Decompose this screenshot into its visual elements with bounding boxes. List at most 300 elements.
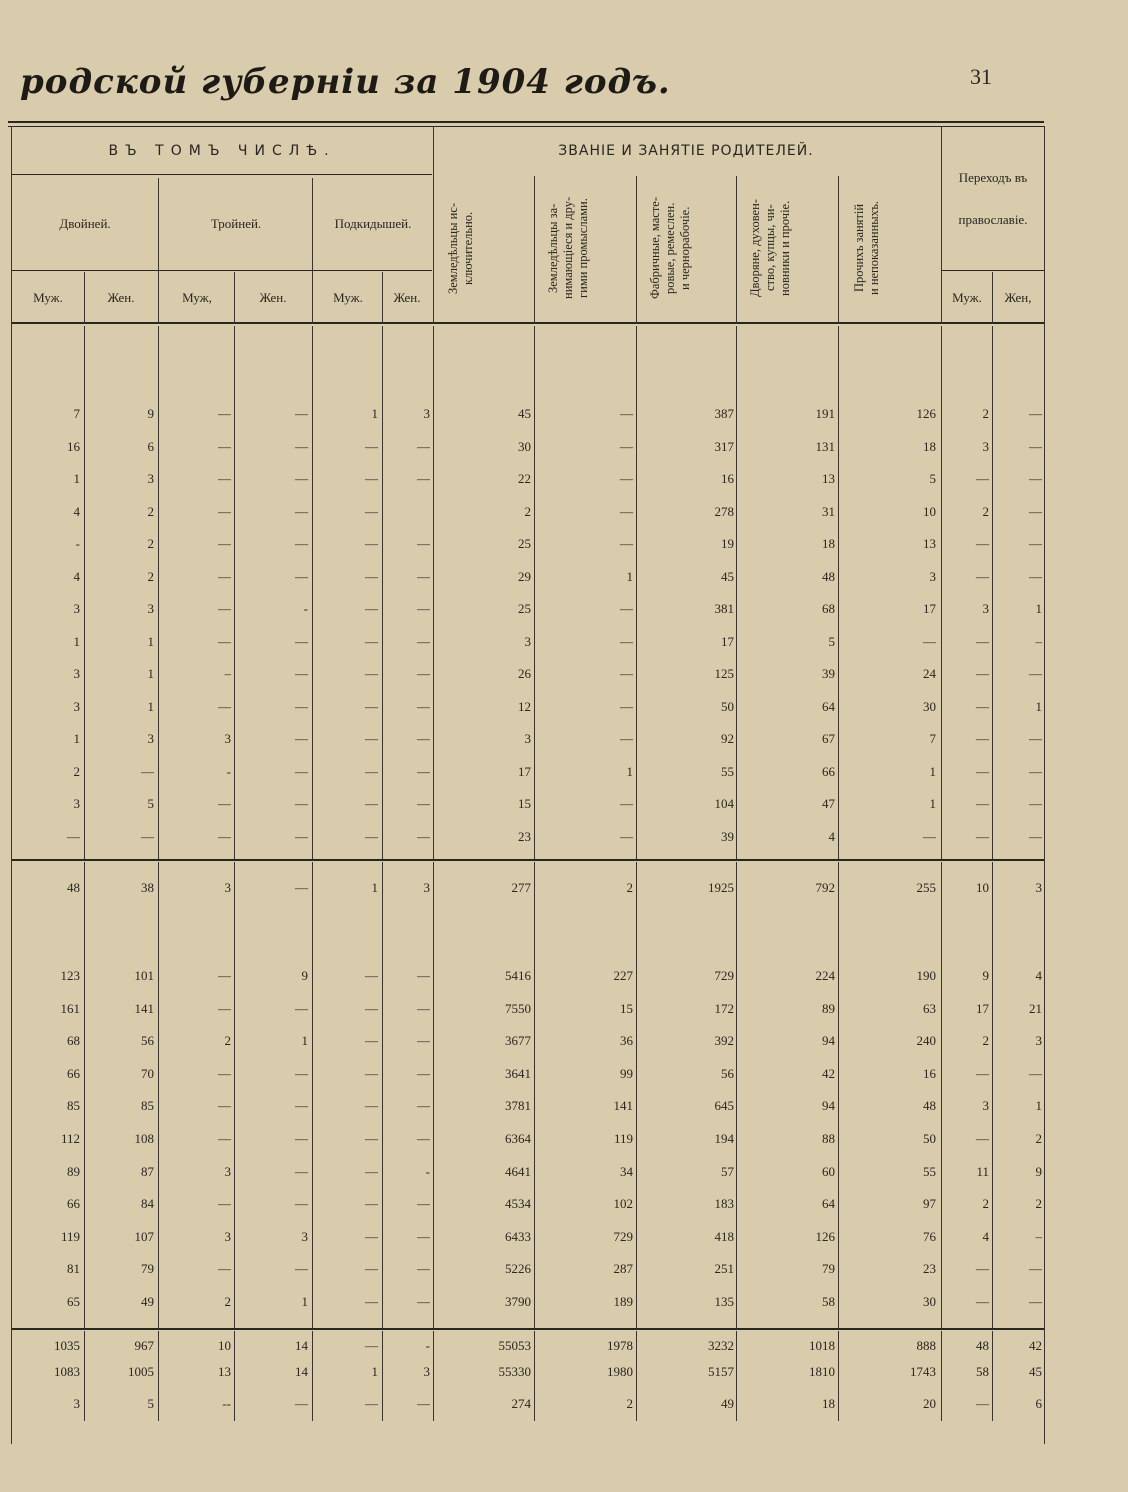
section1-row-cell: 50	[721, 698, 734, 714]
section1-row-cell: —	[365, 601, 378, 616]
section2-row-cell: 4	[1035, 968, 1042, 983]
section1-row-cell: —	[365, 731, 378, 746]
section1-row-cell: 55	[721, 763, 734, 779]
section1-row-cell: —	[218, 828, 231, 844]
section1-row-cell: 3	[929, 568, 936, 584]
section1-row-cell: 47	[822, 796, 835, 811]
section1-row-cell: 9	[147, 406, 154, 421]
totals-row-cell: 1810	[809, 1364, 835, 1379]
section2-row-cell: 94	[822, 1033, 835, 1049]
section2-row-cell: 34	[620, 1163, 633, 1179]
section1-row-cell: —	[417, 633, 430, 649]
section2-row-cell: 172	[714, 1000, 734, 1016]
section2-row-cell: 64	[822, 1196, 835, 1212]
header-male-2: Муж,	[182, 290, 212, 305]
section1-row-cell: 2	[982, 406, 989, 421]
section2-row-cell: —	[295, 1196, 308, 1212]
totals-row-cell: 49	[721, 1396, 734, 1411]
section1-row-cell: 131	[815, 438, 835, 454]
section1-row-cell: —	[417, 763, 430, 779]
section2-row-cell: 3	[224, 1163, 231, 1179]
section1-vline	[84, 326, 85, 859]
section1-row-cell: —	[1029, 763, 1042, 779]
section1-row-cell: —	[976, 828, 989, 844]
section2-row-cell: 119	[613, 1131, 633, 1146]
section2-row-cell: 107	[134, 1228, 154, 1244]
section1-row-cell: —	[976, 763, 989, 779]
section1-row-cell: —	[218, 536, 231, 551]
section1-row-cell: 24	[923, 666, 936, 681]
section2-row-cell: 85	[141, 1098, 154, 1114]
totals-row-cell: 1980	[607, 1364, 633, 1379]
section2-row-cell: 1	[301, 1033, 308, 1049]
section2-row-cell: 58	[822, 1294, 835, 1309]
section2-row-cell: 11	[976, 1163, 989, 1179]
section1-row-cell: 48	[822, 568, 835, 584]
section1-vline	[433, 326, 434, 859]
section1-vline	[941, 326, 942, 859]
totals-row-cell: 5157	[708, 1364, 734, 1379]
section2-row-cell: —	[295, 1261, 308, 1277]
section1-row-cell: —	[976, 568, 989, 584]
section1-row-cell: 2	[147, 568, 154, 584]
section1_total-row-cell: 255	[916, 880, 936, 895]
section1-row-cell: —	[295, 828, 308, 844]
section1-row-cell: 17	[721, 633, 734, 649]
section1-row-cell: —	[218, 568, 231, 584]
section2-row-cell: —	[295, 1000, 308, 1016]
section1-row-cell: —	[365, 796, 378, 811]
section1-row-cell: 191	[815, 406, 835, 421]
header-female-2: Жен.	[259, 290, 287, 305]
totals-row-cell: 2	[626, 1396, 633, 1411]
section1-row-cell: —	[1029, 471, 1042, 486]
section2-row-cell: 194	[714, 1131, 734, 1146]
section1-row-cell: 31	[822, 503, 835, 519]
page-title: родской губерніи за 1904 годъ.	[20, 62, 671, 102]
header-foundlings: Подкидышей.	[334, 216, 412, 231]
section1-row-cell: 12	[518, 698, 531, 714]
section1-row-cell: 2	[73, 763, 80, 779]
section1-row-cell: 1	[147, 666, 154, 681]
section1-row-cell: —	[295, 406, 308, 421]
totals-row-cell: —	[365, 1338, 378, 1353]
section2-row-cell: 21	[1029, 1000, 1042, 1016]
section2-row-cell: 42	[822, 1065, 835, 1081]
section1-row-cell: 1	[73, 471, 80, 486]
section1-row-cell: —	[218, 438, 231, 454]
section2-row-cell: —	[417, 1196, 430, 1212]
section2-row-cell: —	[218, 1000, 231, 1016]
section1-row-cell: —	[141, 828, 154, 844]
section2-row-cell: —	[1029, 1065, 1042, 1081]
totals-vline	[736, 1331, 737, 1421]
header-male-1: Муж.	[33, 290, 63, 305]
section2-row-cell: 66	[67, 1196, 80, 1212]
section1-row-cell: —	[417, 471, 430, 486]
section1-row-cell: 3	[224, 731, 231, 746]
section1-row-cell: 3	[147, 731, 154, 746]
totals-row-cell: 55330	[498, 1364, 531, 1379]
section2-row-cell: 240	[916, 1033, 936, 1049]
section2-row-cell: 97	[923, 1196, 936, 1212]
section1-row-cell: 2	[524, 503, 531, 519]
section2-row-cell: —	[218, 1261, 231, 1277]
section1-row-cell: 4	[73, 568, 80, 584]
section2-row-cell: —	[295, 1098, 308, 1114]
section2-row-cell: 4534	[505, 1196, 531, 1212]
section2-row-cell: 102	[613, 1196, 633, 1212]
section1-row-cell: —	[295, 503, 308, 519]
totals-vline	[312, 1331, 313, 1421]
section1-vline	[838, 326, 839, 859]
totals-row-cell: 45	[1029, 1364, 1042, 1379]
section1-row-cell: —	[976, 633, 989, 649]
section2-row-cell: —	[417, 1098, 430, 1114]
section1_total-row-cell: 1925	[708, 880, 734, 895]
section1_total-row-cell: —	[295, 880, 308, 895]
section1-row-cell: —	[620, 796, 633, 811]
section1-row-cell: —	[620, 828, 633, 844]
header-male-4: Муж.	[952, 290, 982, 305]
section1-row-cell: —	[620, 731, 633, 746]
section1-row-cell: —	[620, 601, 633, 616]
section1-row-cell: 3	[73, 698, 80, 714]
section2-row-cell: —	[1029, 1261, 1042, 1277]
section1-row-cell: —	[295, 731, 308, 746]
section1-vline	[382, 326, 383, 859]
section1-row-cell: 17	[518, 763, 531, 779]
section2-row-cell: 56	[141, 1033, 154, 1049]
section1-row-cell: —	[620, 503, 633, 519]
section1-row-cell: —	[295, 698, 308, 714]
section1-row-cell: —	[218, 601, 231, 616]
section2-row-cell: 3641	[505, 1065, 531, 1081]
section1-vline	[992, 326, 993, 859]
section1-row-cell: —	[1029, 796, 1042, 811]
section1-row-cell: 6	[147, 438, 154, 454]
section1_total-row-cell: 10	[976, 880, 989, 895]
section2-vline	[992, 862, 993, 1328]
totals-vline	[158, 1331, 159, 1421]
section1-row-cell: 92	[721, 731, 734, 746]
section2-row-cell: 189	[613, 1294, 633, 1309]
section2-row-cell: 23	[923, 1261, 936, 1277]
section2-row-cell: —	[365, 1131, 378, 1146]
section1_total-row-cell: 1	[371, 880, 378, 895]
section1-vline	[636, 326, 637, 859]
header-other: Прочихъ занятій и непоказанныхъ.	[852, 200, 881, 296]
totals-row-cell: -	[425, 1338, 430, 1353]
section1-row-cell: 2	[982, 503, 989, 519]
section2-vline	[158, 862, 159, 1328]
section2-vline	[312, 862, 313, 1328]
totals-row-cell: 18	[822, 1396, 835, 1411]
section2-row-cell: 135	[714, 1294, 734, 1309]
section2-row-cell: —	[365, 968, 378, 983]
section2-row-cell: 15	[620, 1000, 633, 1016]
section2-row-cell: —	[417, 1065, 430, 1081]
section1-row-cell: —	[218, 633, 231, 649]
totals-row-cell: 14	[295, 1338, 308, 1353]
section2-row-cell: 183	[714, 1196, 734, 1212]
totals-vline	[433, 1331, 434, 1421]
section1-vline	[234, 326, 235, 859]
section2-row-cell: 108	[134, 1131, 154, 1146]
section1-row-cell: 5	[929, 471, 936, 486]
section1-row-cell: —	[365, 503, 378, 519]
section2-row-cell: —	[976, 1261, 989, 1277]
totals-row-cell: 274	[511, 1396, 531, 1411]
section1-row-cell: —	[218, 796, 231, 811]
section2-row-cell: 6364	[505, 1131, 531, 1146]
totals-row-cell: 48	[976, 1338, 989, 1353]
section1-row-cell: —	[620, 536, 633, 551]
section1-row-cell: 13	[923, 536, 936, 551]
section1-row-cell: 3	[982, 438, 989, 454]
section2-row-cell: 66	[67, 1065, 80, 1081]
section1-row-cell: 5	[147, 796, 154, 811]
section2-row-cell: –	[1035, 1228, 1042, 1244]
totals-row-cell: 1743	[910, 1364, 936, 1379]
section1_total-row-cell: 3	[1035, 880, 1042, 895]
section2-row-cell: 3	[982, 1098, 989, 1114]
section1-row-cell: 13	[822, 471, 835, 486]
section1-row-cell: —	[620, 438, 633, 454]
section1-row-cell: —	[417, 731, 430, 746]
section2-row-cell: —	[218, 1065, 231, 1081]
section1-row-cell: 1	[626, 568, 633, 584]
section1-row-cell: —	[976, 471, 989, 486]
section1-row-cell: 10	[923, 503, 936, 519]
section1-row-cell: —	[620, 633, 633, 649]
totals-row-cell: 20	[923, 1396, 936, 1411]
totals-row-cell: 10	[218, 1338, 231, 1353]
section2-row-cell: 5226	[505, 1261, 531, 1277]
section1-row-cell: 26	[518, 666, 531, 681]
section2-row-cell: 56	[721, 1065, 734, 1081]
section1-row-cell: 387	[714, 406, 734, 421]
section1-row-cell: —	[365, 763, 378, 779]
section2-row-cell: 76	[923, 1228, 936, 1244]
section1-row-cell: —	[620, 406, 633, 421]
section1-row-cell: -	[303, 601, 308, 616]
header-female-4: Жен,	[1004, 290, 1032, 305]
section2-vline	[534, 862, 535, 1328]
header-nobles: Дворяне, духовен- ство, купцы, чи- новники и прочіе.	[748, 199, 792, 297]
section2-vline	[234, 862, 235, 1328]
section1-row-cell: 1	[147, 698, 154, 714]
header-female-3: Жен.	[393, 290, 421, 305]
section1-row-cell: –	[1035, 633, 1042, 649]
totals-row-cell: 14	[295, 1364, 308, 1379]
section2-row-cell: 65	[67, 1294, 80, 1309]
section1-row-cell: —	[218, 503, 231, 519]
section1-row-cell: —	[417, 601, 430, 616]
header-farmers-other: Земледѣльцы за- нимающіеся и дру- гими промыслами.	[546, 196, 590, 300]
section2-row-cell: —	[417, 1228, 430, 1244]
section2-row-cell: —	[417, 1261, 430, 1277]
section1-row-cell: —	[295, 666, 308, 681]
section2-row-cell: 89	[822, 1000, 835, 1016]
section1-row-cell: —	[976, 536, 989, 551]
section2-row-cell: 9	[982, 968, 989, 983]
section2-row-cell: 63	[923, 1000, 936, 1016]
section1-row-cell: 125	[714, 666, 734, 681]
section2-row-cell: 224	[815, 968, 835, 983]
section1-row-cell: -	[75, 536, 80, 551]
section1-vline	[158, 326, 159, 859]
header-farmers: Земледѣльцы ис- ключительно.	[446, 202, 475, 294]
totals-vline	[84, 1331, 85, 1421]
section2-row-cell: 2	[1035, 1131, 1042, 1146]
section2-row-cell: 81	[67, 1261, 80, 1277]
section1-row-cell: 1	[929, 796, 936, 811]
totals-vline	[534, 1331, 535, 1421]
section1-row-cell: 45	[721, 568, 734, 584]
section1-row-cell: —	[976, 666, 989, 681]
section1-row-cell: —	[620, 471, 633, 486]
section2-row-cell: —	[365, 1228, 378, 1244]
section1_total-row-cell: 792	[815, 880, 835, 895]
section2-vline	[433, 862, 434, 1328]
section1_total-row-cell: 2	[626, 880, 633, 895]
section2-row-cell: —	[218, 1131, 231, 1146]
page-number: 31	[970, 64, 992, 89]
section1-row-cell: 29	[518, 568, 531, 584]
section1-row-cell: 1	[73, 633, 80, 649]
header-triplets: Тройней.	[210, 216, 262, 231]
section2-row-cell: —	[976, 1065, 989, 1081]
header-conversion-2: православіе.	[958, 212, 1028, 227]
section2-row-cell: 4	[982, 1228, 989, 1244]
section2-row-cell: 79	[822, 1261, 835, 1277]
section2-row-cell: 251	[714, 1261, 734, 1277]
section1-row-cell: —	[365, 828, 378, 844]
section1-row-cell: —	[295, 438, 308, 454]
section1-row-cell: 17	[923, 601, 936, 616]
section2-row-cell: 3677	[505, 1033, 531, 1049]
section1-row-cell: —	[417, 666, 430, 681]
section1-row-cell: 1	[1035, 698, 1042, 714]
section2-row-cell: 5416	[505, 968, 531, 983]
section2-row-cell: —	[365, 1065, 378, 1081]
section1-row-cell: —	[1029, 731, 1042, 746]
section1-vline	[534, 326, 535, 859]
section2-row-cell: 94	[822, 1098, 835, 1114]
section1-row-cell: —	[1029, 503, 1042, 519]
section1-row-cell: 25	[518, 601, 531, 616]
section2-row-cell: 126	[815, 1228, 835, 1244]
header-twins: Двойней.	[59, 216, 111, 231]
section1-row-cell: 1	[371, 406, 378, 421]
section1-row-cell: 126	[916, 406, 936, 421]
section2-row-cell: —	[218, 968, 231, 983]
totals-vline	[941, 1331, 942, 1421]
section2-row-cell: 729	[613, 1228, 633, 1244]
section2-row-cell: 17	[976, 1000, 989, 1016]
section1-row-cell: 2	[147, 536, 154, 551]
totals-row-cell: 3	[73, 1396, 80, 1411]
totals-row-cell: 3	[423, 1364, 430, 1379]
totals-row-cell: 1083	[54, 1364, 80, 1379]
section2-row-cell: 3	[301, 1228, 308, 1244]
section1-row-cell: 4	[828, 828, 835, 844]
totals-vline	[234, 1331, 235, 1421]
section2-row-cell: 3	[224, 1228, 231, 1244]
section1-row-cell: —	[218, 406, 231, 421]
section1-row-cell: —	[417, 796, 430, 811]
section2-row-cell: 3790	[505, 1294, 531, 1309]
section2-row-cell: —	[417, 1294, 430, 1309]
section1-row-cell: 39	[721, 828, 734, 844]
section2-row-cell: 9	[301, 968, 308, 983]
section1-row-cell: 1	[929, 763, 936, 779]
section2-row-cell: 729	[714, 968, 734, 983]
section2-row-cell: —	[417, 1033, 430, 1049]
section2-row-cell: —	[295, 1131, 308, 1146]
section1-row-cell: 3	[524, 633, 531, 649]
section1-row-cell: —	[1029, 406, 1042, 421]
section1-row-cell: —	[365, 698, 378, 714]
totals-vline	[382, 1331, 383, 1421]
section1-row-cell: —	[1029, 536, 1042, 551]
section1-row-cell: 16	[721, 471, 734, 486]
section1-row-cell: —	[67, 828, 80, 844]
section1-row-cell: —	[417, 568, 430, 584]
section2-vline	[84, 862, 85, 1328]
section1-row-cell: 7	[73, 406, 80, 421]
section1-row-cell: —	[976, 731, 989, 746]
section2-row-cell: 99	[620, 1065, 633, 1081]
section2-row-cell: 4641	[505, 1163, 531, 1179]
totals-row-cell: 42	[1029, 1338, 1042, 1353]
section1-row-cell: 3	[147, 601, 154, 616]
section1_total-row-cell: 3	[224, 880, 231, 895]
section1-row-cell: —	[976, 796, 989, 811]
section2-row-cell: 161	[60, 1000, 80, 1016]
section2-vline	[941, 862, 942, 1328]
section1-row-cell: —	[365, 438, 378, 454]
section1-row-cell: —	[923, 828, 936, 844]
totals-row-cell: 967	[134, 1338, 154, 1353]
section1-vline	[312, 326, 313, 859]
section1-row-cell: —	[141, 763, 154, 779]
section1-row-cell: —	[365, 471, 378, 486]
section1-row-cell: —	[1029, 666, 1042, 681]
section2-row-cell: 3781	[505, 1098, 531, 1114]
section1-row-cell: 30	[923, 698, 936, 714]
section1-row-cell: —	[417, 698, 430, 714]
section1-row-cell: 3	[73, 601, 80, 616]
section1-row-cell: 1	[73, 731, 80, 746]
totals-row-cell: —	[417, 1396, 430, 1411]
section1-row-cell: —	[365, 568, 378, 584]
totals-row-cell: --	[222, 1396, 231, 1411]
section2-row-cell: 48	[923, 1098, 936, 1114]
section2-row-cell: 101	[134, 968, 154, 983]
section2-row-cell: —	[218, 1098, 231, 1114]
section1-row-cell: 3	[982, 601, 989, 616]
section1-row-cell: —	[1029, 828, 1042, 844]
section2-row-cell: 30	[923, 1294, 936, 1309]
section2-row-cell: 6433	[505, 1228, 531, 1244]
section2-row-cell: —	[295, 1065, 308, 1081]
section1-row-cell: 18	[923, 438, 936, 454]
section1-row-cell: 4	[73, 503, 80, 519]
section1-row-cell: —	[620, 666, 633, 681]
section2-row-cell: —	[976, 1294, 989, 1309]
